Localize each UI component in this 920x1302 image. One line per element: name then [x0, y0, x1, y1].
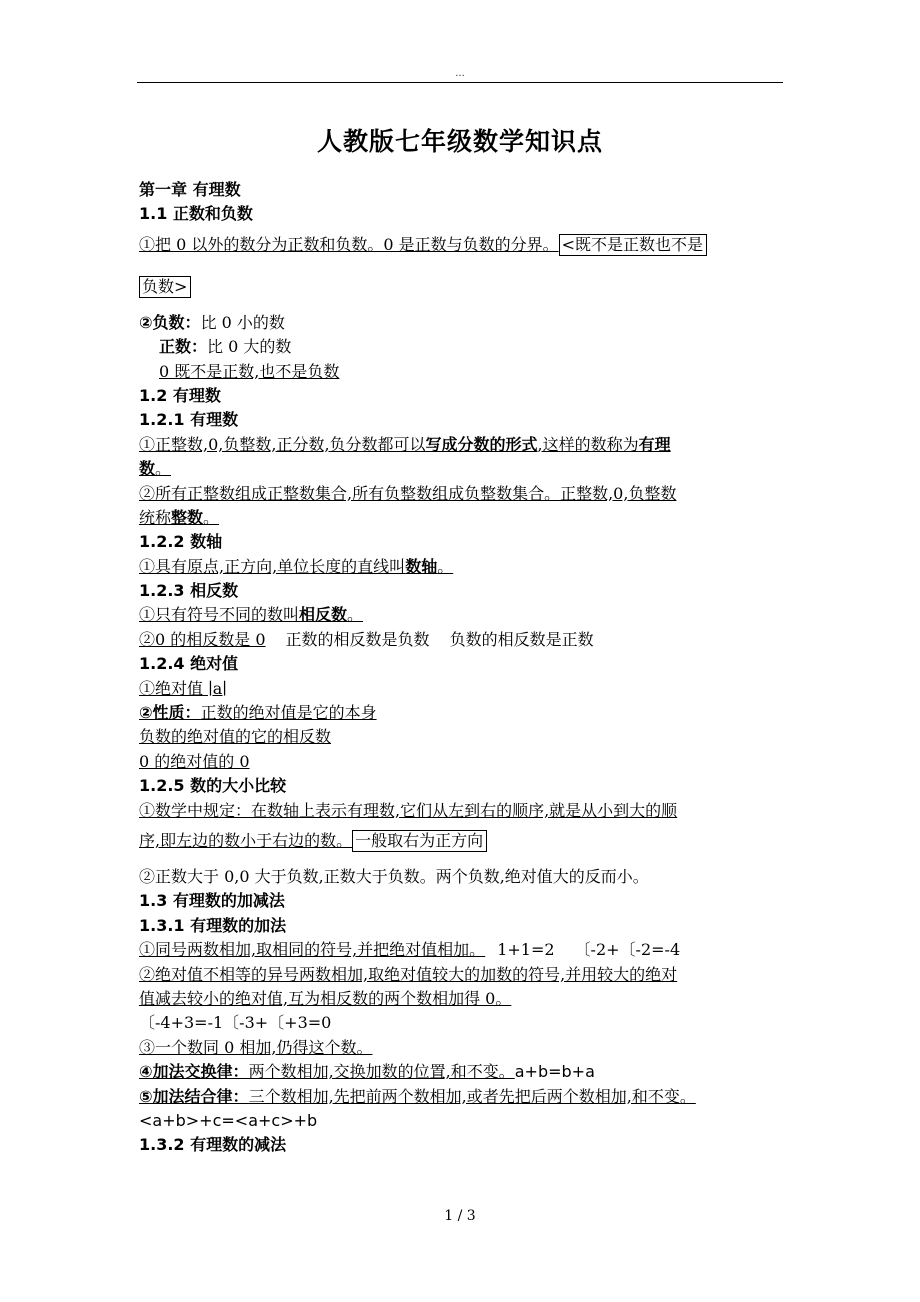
paragraph	[139, 1109, 779, 1133]
section-heading-1-2-1: 1.2.1 有理数	[139, 410, 239, 430]
text-run: 值减去较小的绝对值,互为相反数的两个数相加得 0。	[139, 988, 512, 1008]
chapter-heading: 第一章 有理数	[139, 180, 241, 199]
text-run: ②所有正整数组成正整数集合,所有负整数组成负整数集合。正整数,0,负整数	[139, 483, 677, 503]
section-heading-1-2: 1.2 有理数	[139, 385, 221, 405]
section-heading-1-2-4: 1.2.4 绝对值	[139, 654, 239, 674]
text-run-bold: 写成分数的形式	[425, 434, 538, 454]
section-heading-1-3-1: 1.3.1 有理数的加法	[139, 915, 287, 935]
paragraph	[139, 1060, 779, 1084]
paragraph	[139, 701, 779, 725]
text-run: 。	[347, 605, 364, 625]
text-run: 负数的绝对值的它的相反数	[139, 727, 332, 747]
paragraph	[139, 433, 779, 457]
margin-note-box: 一般取右为正方向	[352, 830, 487, 852]
text-run: 正数的相反数是负数	[285, 629, 430, 649]
text-run: 三个数相加,先把前两个数相加,或者先把后两个数相加,和不变。	[248, 1086, 696, 1106]
text-label: ②性质：	[139, 703, 201, 723]
paragraph	[139, 506, 779, 530]
text-run: 〔-2+〔-2=-4	[574, 940, 681, 960]
page-title: 人教版七年级数学知识点	[316, 127, 603, 156]
text-run: 负数的相反数是正数	[449, 629, 594, 649]
formula: a+b=b+a	[514, 1062, 595, 1082]
section-heading-1-2-3: 1.2.3 相反数	[139, 581, 239, 601]
paragraph	[139, 963, 779, 987]
text-run: 0 的绝对值的 0	[139, 751, 250, 771]
text-run: 两个数相加,交换加数的位置,和不变。	[248, 1062, 515, 1082]
text-run: ,这样的数称为	[537, 434, 639, 454]
text-run: 。	[437, 556, 454, 576]
paragraph	[139, 457, 779, 481]
header-dots: ...	[455, 68, 465, 79]
text-run: ①同号两数相加,取相同的符号,并把绝对值相加。	[139, 940, 486, 960]
paragraph	[139, 482, 779, 506]
paragraph	[139, 677, 779, 701]
text-run: ①正整数,0,负整数,正分数,负分数都可以	[139, 434, 426, 454]
text-run: 1+1=2	[497, 940, 555, 960]
paragraph	[139, 750, 779, 774]
paragraph	[139, 799, 779, 823]
text-run: ①只有符号不同的数叫	[139, 605, 300, 625]
text-run: 比 0 大的数	[207, 337, 292, 357]
text-run: 〔-4+3=-1〔-3+〔+3=0	[139, 1013, 332, 1033]
text-run: ①具有原点,正方向,单位长度的直线叫	[139, 556, 406, 576]
paragraph	[139, 823, 779, 865]
text-label: 正数：	[159, 337, 208, 357]
page-number: 1 / 3	[444, 1208, 476, 1224]
paragraph	[139, 628, 779, 652]
text-run-bold: 数轴	[405, 556, 438, 576]
paragraph	[139, 1011, 779, 1035]
paragraph	[139, 335, 779, 359]
section-heading-1-3: 1.3 有理数的加减法	[139, 891, 285, 911]
paragraph	[139, 725, 779, 749]
paragraph	[139, 603, 779, 627]
paragraph	[139, 360, 779, 384]
text-run: ③一个数同 0 相加,仍得这个数。	[139, 1037, 373, 1057]
text-label: ②负数：	[139, 312, 201, 332]
header-rule	[137, 82, 783, 83]
text-run: 序,即左边的数小于右边的数。	[139, 830, 353, 850]
section-heading-1-1: 1.1 正数和负数	[139, 204, 253, 224]
section-heading-1-2-2: 1.2.2 数轴	[139, 532, 223, 552]
text-run: 正数的绝对值是它的本身	[200, 703, 377, 723]
text-run-bold: 数	[139, 459, 156, 479]
text-run-bold: 相反数	[299, 605, 348, 625]
text-run: 比 0 小的数	[200, 312, 285, 332]
margin-note-box: 负数>	[139, 276, 191, 298]
section-heading-1-3-2: 1.3.2 有理数的减法	[139, 1135, 287, 1155]
text-run: 。	[203, 507, 220, 527]
text-run: ①数学中规定：在数轴上表示有理数,它们从左到右的顺序,就是从小到大的顺	[139, 800, 678, 820]
text-run: 。	[155, 459, 172, 479]
text-run-bold: 整数	[171, 507, 204, 527]
text-label: ④加法交换律：	[139, 1062, 249, 1082]
text-label: ⑤加法结合律：	[139, 1086, 249, 1106]
paragraph	[139, 1085, 779, 1109]
paragraph	[139, 269, 779, 311]
paragraph	[139, 865, 779, 889]
section-heading-1-2-5: 1.2.5 数的大小比较	[139, 776, 287, 796]
document-body	[139, 178, 779, 1158]
paragraph	[139, 1036, 779, 1060]
margin-note-box: <既不是正数也不是	[559, 234, 707, 256]
text-run: ①把 0 以外的数分为正数和负数。0 是正数与负数的分界。	[139, 234, 559, 254]
text-run: 统称	[139, 507, 172, 527]
text-run: ①绝对值 ∣a∣	[139, 678, 227, 698]
paragraph	[139, 938, 779, 962]
paragraph	[139, 227, 779, 269]
text-run: 0 既不是正数,也不是负数	[159, 361, 340, 381]
paragraph	[139, 311, 779, 335]
text-run: ②0 的相反数是 0	[139, 629, 266, 649]
formula: <a+b>+c=<a+c>+b	[139, 1110, 318, 1130]
text-run: ②正数大于 0,0 大于负数,正数大于负数。两个负数,绝对值大的反而小。	[139, 866, 649, 886]
paragraph	[139, 987, 779, 1011]
text-run-bold: 有理	[638, 434, 671, 454]
paragraph	[139, 555, 779, 579]
text-run: ②绝对值不相等的异号两数相加,取绝对值较大的加数的符号,并用较大的绝对	[139, 964, 678, 984]
